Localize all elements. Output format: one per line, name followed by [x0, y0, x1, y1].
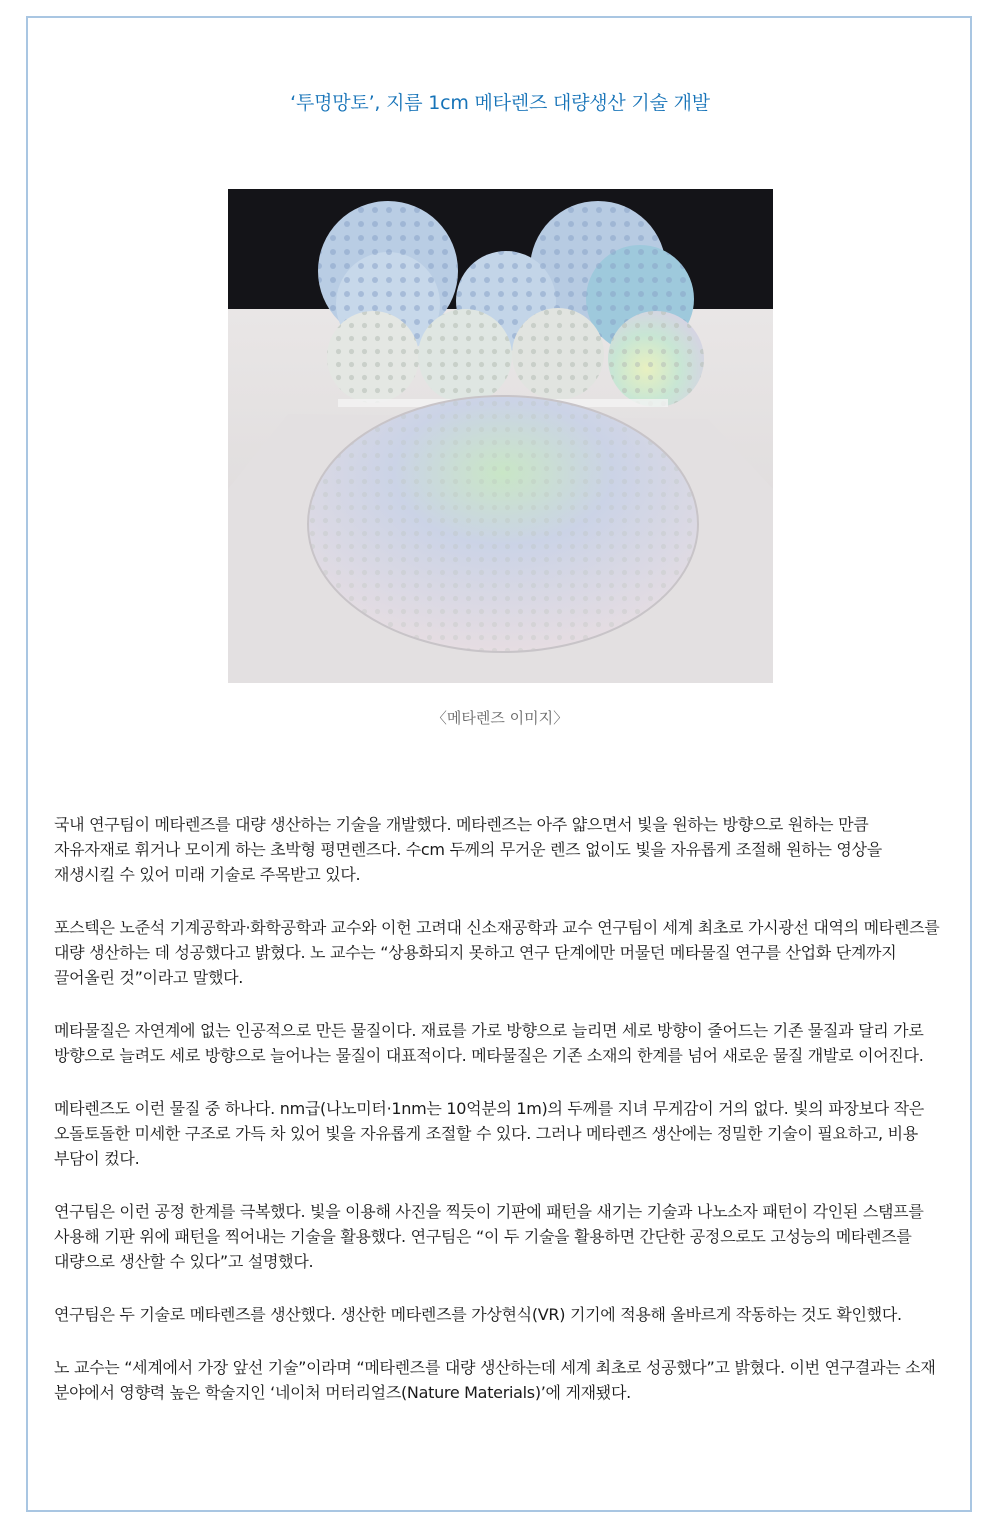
article-title: ‘투명망토’, 지름 1cm 메타렌즈 대량생산 기술 개발: [290, 92, 710, 114]
paragraph: 포스텍은 노준석 기계공학과·화학공학과 교수와 이헌 고려대 신소재공학과 교수 연구팀이 세계 최초로 가시광선 대역의 메타렌즈를 대량 생산하는 데 성공했다고 밝혔다. 노 교수는 “상용화되지 못하고 연구 단계에만 머물던 메타물질 연구를 산업화 단계까지 끌어올린 것”이라고 말했다.: [54, 918, 940, 987]
paragraph: 연구팀은 이런 공정 한계를 극복했다. 빛을 이용해 사진을 찍듯이 기판에 패턴을 새기는 기술과 나노소자 패턴이 각인된 스탬프를 사용해 기판 위에 패턴을 찍어내는 기술을 활용했다. 연구팀은 “이 두 기술을 활용하면 간단한 공정으로도 고성능의 메타렌즈를 대량으로 생산할 수 있다”고 설명했다.: [54, 1202, 924, 1271]
paragraph: 노 교수는 “세계에서 가장 앞선 기술”이라며 “메타렌즈를 대량 생산하는데 세계 최초로 성공했다”고 밝혔다. 이번 연구결과는 소재 분야에서 영향력 높은 학술지인 ‘네이처 머터리얼즈(Nature Materials)’에 게재됐다.: [54, 1358, 936, 1402]
paragraph: 연구팀은 두 기술로 메타렌즈를 생산했다. 생산한 메타렌즈를 가상현식(VR) 기기에 적용해 올바르게 작동하는 것도 확인했다.: [54, 1305, 902, 1324]
paragraph: 메타물질은 자연계에 없는 인공적으로 만든 물질이다. 재료를 가로 방향으로 늘리면 세로 방향이 줄어드는 기존 물질과 달리 가로 방향으로 늘려도 세로 방향으로 늘어나는 물질이 대표적이다. 메타물질은 기존 소재의 한계를 넘어 새로운 물질 개발로 이어진다.: [54, 1021, 924, 1065]
paragraph: 국내 연구팀이 메타렌즈를 대량 생산하는 기술을 개발했다. 메타렌즈는 아주 얇으면서 빛을 원하는 방향으로 원하는 만큼 자유자재로 휘거나 모이게 하는 초박형 평면렌즈다. 수cm 두께의 무거운 렌즈 없이도 빛을 자유롭게 조절해 원하는 영상을 재생시킬 수 있어 미래 기술로 주목받고 있다.: [54, 815, 882, 884]
paragraph: 메타렌즈도 이런 물질 중 하나다. nm급(나노미터·1nm는 10억분의 1m)의 두께를 지녀 무게감이 거의 없다. 빛의 파장보다 작은 오돌토돌한 미세한 구조로 가득 차 있어 빛을 자유롭게 조절할 수 있다. 그러나 메타렌즈 생산에는 정밀한 기술이 필요하고, 비용 부담이 컸다.: [54, 1099, 924, 1168]
article-body: [54, 812, 946, 1433]
image-caption: 〈메타렌즈 이미지〉: [431, 709, 569, 727]
metalens-photo: [228, 189, 773, 683]
